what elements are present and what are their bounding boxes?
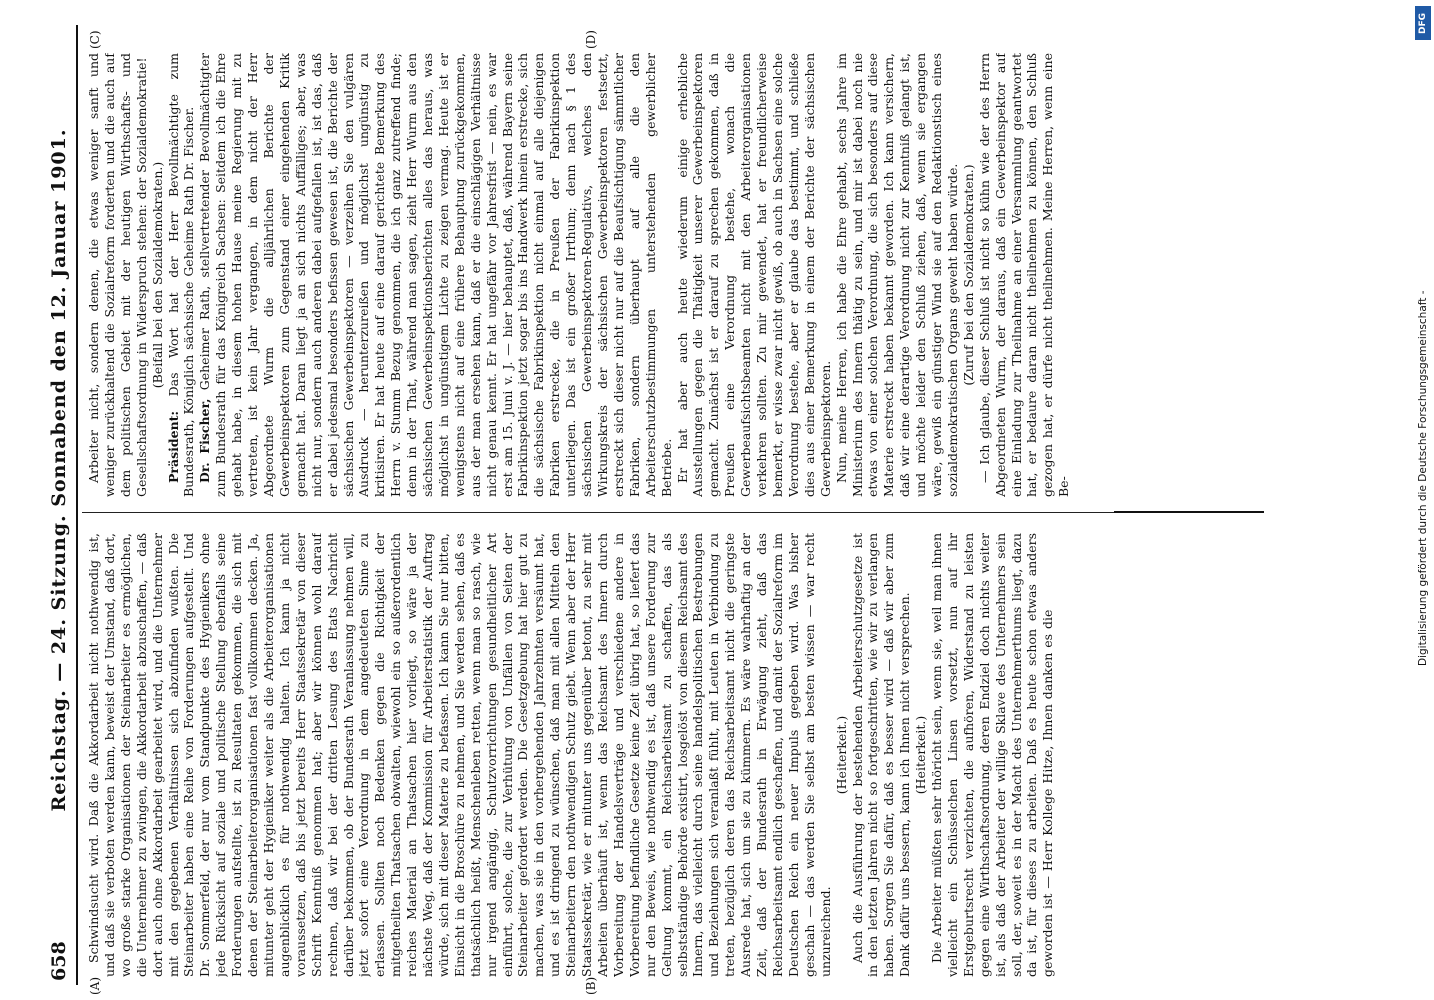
paragraph-text: (Heiterkeit.) xyxy=(833,715,849,795)
page-title: Reichstag. — 24. Sitzung. Sonnabend den 12. Januar 1901. xyxy=(48,128,70,812)
column-divider xyxy=(82,512,1242,513)
newspaper-page xyxy=(24,25,1384,995)
paragraph xyxy=(961,53,977,497)
paragraph-text: Nun, meine Herren, ich habe die Ehre gehabt, sechs Jahre im Ministerium des Innern thätig zu sein, und mir ist dabei noch nie etwas von einer solchen Verordnung, die sich besonders auf diese Materie erstreckt haben bekannt geworden. Ich kann versichern, daß wir eine derartige Verordnung nicht zur Kenntniß gelangt ist, und möchte leider den Schluß ziehen, daß, wenn sie ergangen wäre, gewiß ein günstiger Wind sie auf den Redaktionstisch eines sozialdemokratischen Organs geweht haben würde. xyxy=(833,53,960,497)
paragraph-text: (Zuruf bei den Sozialdemokraten.) xyxy=(960,164,976,386)
digitization-credit: Digitalisierung gefördert durch die Deutsche Forschungsgemeinschaft - xyxy=(1417,290,1429,666)
section-marker-d: (D) xyxy=(584,30,598,49)
paragraph-text: — Ich glaube, dieser Schluß ist nicht so kühn wie der des Herrn Abgeordneten Wurm, der daraus, daß ein Gewerbeinspektor auf eine Einladung zur Theilnahme an einer Versammlung geantwortet hat, er bedaure daran nicht theilnehmen zu können, den Schluß gezogen hat, er dürfe nicht theilnehmen. Meine Herren, wenn eine Be- xyxy=(976,53,1072,497)
speaker-name: Präsident: xyxy=(165,410,181,483)
paragraph-text: (Heiterkeit.) xyxy=(913,715,929,795)
paragraph-text: Die Arbeiter müßten sehr thöricht sein, wenn sie, weil man ihnen vielleicht ein Schüsselchen Linsen vorsetzt, nun auf ihr Erstgeburtsrecht verzichten, die aufhören, Widerstand zu leisten gegen eine Wirthschaftsordnung, deren Endziel doch nichts weiter ist, als daß der Arbeiter der willige Sklave des Unternehmers sein soll, der, soweit es in der Macht des Unternehmerthums liegt, dazu da ist, für dieses zu arbeiten. Daß es heute schon etwas anders geworden ist — Herr Kollege Hitze, Ihnen danken es die xyxy=(929,533,1056,977)
paragraph-text: Auch die Ausführung der bestehenden Arbeiterschutzgesetze ist in den letzten Jahren nicht so fortgeschritten, wie wir zu verlangen haben. Sorgen Sie dafür, daß es besser wird — daß wir aber zum Dank dafür uns bessern, kann ich Ihnen nicht versprechen. xyxy=(849,533,913,977)
paragraph xyxy=(913,533,929,977)
left-column xyxy=(86,533,1266,977)
paragraph xyxy=(86,533,834,977)
paragraph-text: Er hat aber auch heute wiederum einige erhebliche Ausstellungen gegen die Thätigkeit unserer Gewerbeinspektoren gemacht. Zunächst ist er darauf zu sprechen gekommen, daß in Preußen eine Verordnung bestehe, wonach die Gewerbeaufsichtsbeamten nicht mit den Arbeiterorganisationen verkehren sollten. Zu mir gewendet, hat er freundlicherweise bemerkt, er wisse zwar nicht gewiß, ob auch in Sachsen eine solche Verordnung bestehe, aber er glaube das bestimmt, und schließe dies aus einer Bemerkung in einem der Berichte der sächsischen Gewerbeinspektoren. xyxy=(674,53,833,497)
paragraph xyxy=(197,53,674,497)
paragraph-text: Geheimer Rath, stellvertretender Bevollmächtigter zum Bundesrath für das Königreich Sachsen: Seitdem ich die Ehre gehabt habe, in diesem hohen Hause meine Regierung mit zu vertreten, ist kein Jahr vergangen, in dem nicht der Herr Abgeordnete Wurm die alljährlichen Berichte der Gewerbeinspektoren zum Gegenstand einer eingehenden Kritik gemacht hat. Daran liegt ja an sich nichts Auffälliges; aber, was nicht nur, sondern auch anderen dabei aufgefallen ist, ist das, daß er dabei jedesmal besonders befissen gewesen ist, die Berichte der sächsischen Gewerbeinspektoren — verzeihen Sie den vulgären Ausdruck — herunterzureißen und möglichst ungünstig zu kritisiren. Er hat heute auf eine darauf gerichtete Bemerkung des Herrn v. Stumm Bezug genommen, die ich ganz zutreffend finde; denn in der That, während man sagen, zieht Herr Wurm aus den sächsischen Gewerbeinspektionsberichten alles das heraus, was möglichst in ungünstigem Lichte zu zeigen vermag. Heute ist er wenigstens nicht auf eine frühere Behauptung zurückgekommen, aus der man ersehen kann, daß er die einschlägigen Verhältnisse nicht genau kennt. Er hat ungefähr vor Jahresfrist — nein, es war erst am 15. Juni v. J. — hier behauptet, daß, während Bayern seine Fabrikinspektion jetzt sogar bis ins Handwerk hinein erstrecke, sich die sächsische Fabrikinspektion nicht einmal auf alle diejenigen Fabriken erstrecke, die in Preußen der Fabrikinspektion unterliegen. Das ist ein großer Irrthum; denn nach § 1 des sächsischen Gewerbeinspektoren-Regulativs, welches den Wirkungskreis der sächsischen Gewerbeinspektoren festsetzt, erstreckt sich dieser nicht nur auf die Beaufsichtigung sämmtlicher Fabriken, sondern überhaupt auf alle die den Arbeiterschutzbestimmungen unterstehenden gewerblicher Betriebe. xyxy=(197,53,674,497)
paragraph xyxy=(850,533,914,977)
right-column xyxy=(86,53,1266,497)
paragraph-text: Das Wort hat der Herr Bevollmächtigte zum Bundesrath, Königlich sächsische Geheime Rath Dr. Fischer. xyxy=(165,53,197,497)
paragraph xyxy=(675,53,834,497)
paragraph-text: (Beifall bei den Sozialdemokraten.) xyxy=(149,161,165,389)
dfg-logo: DFG xyxy=(1415,6,1431,40)
paragraph xyxy=(977,53,1072,497)
paragraph xyxy=(929,533,1056,977)
paragraph xyxy=(166,53,198,497)
paragraph-text: Arbeiter nicht, sondern denen, die etwas weniger sanft und weniger zurückhaltend die Sozialreform forderten und die auch auf dem politischen Gebiet mit der heutigen Wirthschafts- und Gesellschaftsordnung in Widerspruch stehen: der Sozialdemokratie! xyxy=(86,53,149,497)
paragraph xyxy=(150,53,166,497)
page-number: 658 xyxy=(48,941,70,981)
section-marker-b: (B) xyxy=(584,976,598,995)
paragraph xyxy=(86,53,150,497)
section-marker-c: (C) xyxy=(88,30,102,49)
paragraph xyxy=(834,53,961,497)
speaker-name: Dr. Fischer, xyxy=(197,398,213,483)
digitization-sidebar xyxy=(1412,0,1434,1000)
column-divider-bold xyxy=(1114,511,1264,513)
paragraph xyxy=(834,533,850,977)
section-marker-a: (A) xyxy=(88,976,102,995)
page-header xyxy=(46,25,78,985)
paragraph-text: Schwindsucht wird. Daß die Akkordarbeit nicht nothwendig ist, und daß sie verboten werden kann, beweist der Umstand, daß dort, wo große starke Organisationen der Steinarbeiter es ermöglichen, die Unternehmer zu zwingen, die Akkordarbeit abzuschaffen, — daß dort auch ohne Akkordarbeit gearbeitet wird, und die Unternehmer mit den gegebenen Verhältnissen sich abzufinden wußten. Die Steinarbeiter haben eine Reihe von Forderungen aufgestellt. Und Dr. Sommerfeld, der nur vom Standpunkte des Hygienikers ohne jede Rücksicht auf soziale und politische Stellung ebenfalls seine Forderungen aufstellte, ist zu Resultaten gekommen, die sich mit denen der Steinarbeiterorganisationen fast vollkommen decken. Ja, mitunter geht der Hygieniker weiter als die Arbeiterorganisationen augenblicklich es für nothwendig halten. Ich kann ja nicht voraussetzen, daß bis jetzt bereits Herr Staatssekretär von dieser Schrift Kenntniß genommen hat; aber wir können wohl darauf rechnen, daß wir bei der dritten Lesung des Etats Nachricht darüber bekommen, ob der Bundesrath Veranlassung nehmen will, jetzt sofort eine Verordnung in dem angedeuteten Sinne zu erlassen. Sollten noch Bedenken gegen die Richtigkeit der mitgetheilten Thatsachen obwalten, wiewohl ein so außerordentlich reiches Material an Thatsachen hier vorliegt, so wäre ja der nächste Weg, daß der Kommission für Arbeiterstatistik der Auftrag würde, sich mit dieser Materie zu befassen. Ich kann Sie nur bitten, Einsicht in die Broschüre zu nehmen, und Sie werden sehen, daß es thatsächlich heißt, Menschenleben retten, wenn man so rasch, wie nur irgend angängig, Schutzvorrichtungen gesundheitlicher Art einführt, solche, die zur Verhütung von Unfällen von Seiten der Steinarbeiter gefordert werden. Die Gesetzgebung hat hier gut zu machen, was sie in den vorhergehenden Jahrzehnten versäumt hat, und es ist dringend zu wünschen, daß man mit allen Mitteln den Steinarbeitern den nothwendigen Schutz giebt. Wenn aber der Herr Staatssekretär, wie er mitunter uns gegenüber betont, zu sehr mit Arbeiten überhäuft ist, wenn das Reichsamt des Innern durch Vorbereitung der Handelsverträge und verschiedene andere in Vorbereitung befindliche Gesetze keine Zeit übrig hat, so liefert das nur den Beweis, wie nothwendig es ist, daß unsere Forderung zur Geltung kommt, ein Reichsarbeitsamt zu schaffen, das als selbstständige Behörde existirt, losgelöst von diesem Reichsamt des Innern, das vielleicht durch seine handelspolitischen Bestrebungen und Beziehungen sich veranlaßt fühlt, mit Leuten in Verbindung zu treten, bezüglich deren das Reichsarbeitsamt nicht die geringste Ausrede hat, sich um sie zu kümmern. Es wäre wahrhaftig an der Zeit, daß der Bundesrath in Erwägung zieht, daß das Reichsarbeitsamt endlich geschaffen, und damit der Sozialreform im Deutschen Reich ein neuer Impuls gegeben wird. Was bisher geschah — das werden Sie selbst am besten wissen — war recht unzureichend. xyxy=(86,533,833,977)
